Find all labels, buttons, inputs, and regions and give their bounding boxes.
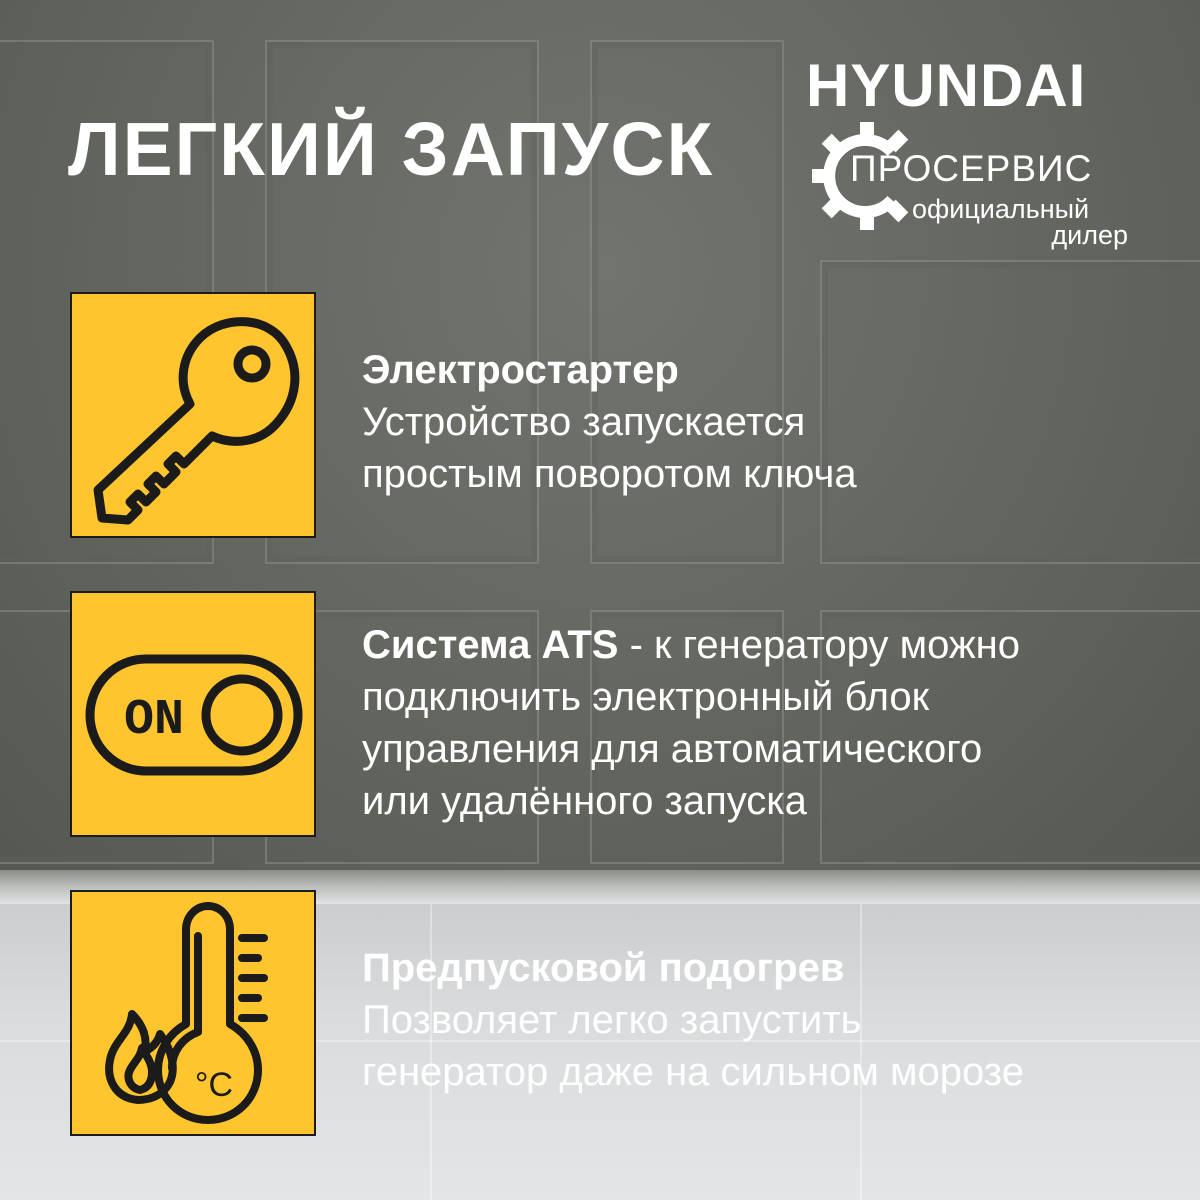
feature-heading-line xyxy=(362,344,1162,396)
page-title: ЛЕГКИЙ ЗАПУСК xyxy=(68,107,715,191)
feature-heading: Система ATS xyxy=(362,623,619,667)
on-switch-icon xyxy=(72,593,314,835)
feature-description-line: простым поворотом ключа xyxy=(362,452,857,496)
dealer-subtitle: дилер xyxy=(1051,220,1128,250)
feature-description-line: или удалённого запуска xyxy=(362,779,807,823)
feature-heading-suffix: - к генератору можно xyxy=(618,623,1020,667)
switch-label: ON xyxy=(123,692,185,749)
thermometer-unit-label: °C xyxy=(194,1066,234,1104)
feature-heading-line xyxy=(362,619,1162,671)
feature-description-line: Устройство запускается xyxy=(362,400,806,444)
feature-card-ats xyxy=(70,591,316,837)
feature-description-line: подключить электронный блок xyxy=(362,675,930,719)
thermometer-flame-icon xyxy=(72,892,314,1134)
feature-text-preheater xyxy=(362,942,1162,1098)
feature-description-line: управления для автоматического xyxy=(362,727,983,771)
key-icon xyxy=(72,294,314,536)
feature-text-ats xyxy=(362,619,1162,827)
feature-heading-line xyxy=(362,942,1162,994)
feature-description-line: Позволяет легко запустить xyxy=(362,998,862,1042)
feature-description-line: генератор даже на сильном морозе xyxy=(362,1050,1024,1094)
feature-card-preheater xyxy=(70,890,316,1136)
feature-heading: Электростартер xyxy=(362,348,679,392)
feature-heading: Предпусковой подогрев xyxy=(362,946,845,990)
brand-logo: HYUNDAI xyxy=(806,52,1087,119)
feature-card-electric-starter xyxy=(70,292,316,538)
dealer-name: ПРОСЕРВИС xyxy=(850,148,1093,189)
dealer-subtitle: официальный xyxy=(912,194,1090,224)
feature-text-electric-starter xyxy=(362,344,1162,500)
